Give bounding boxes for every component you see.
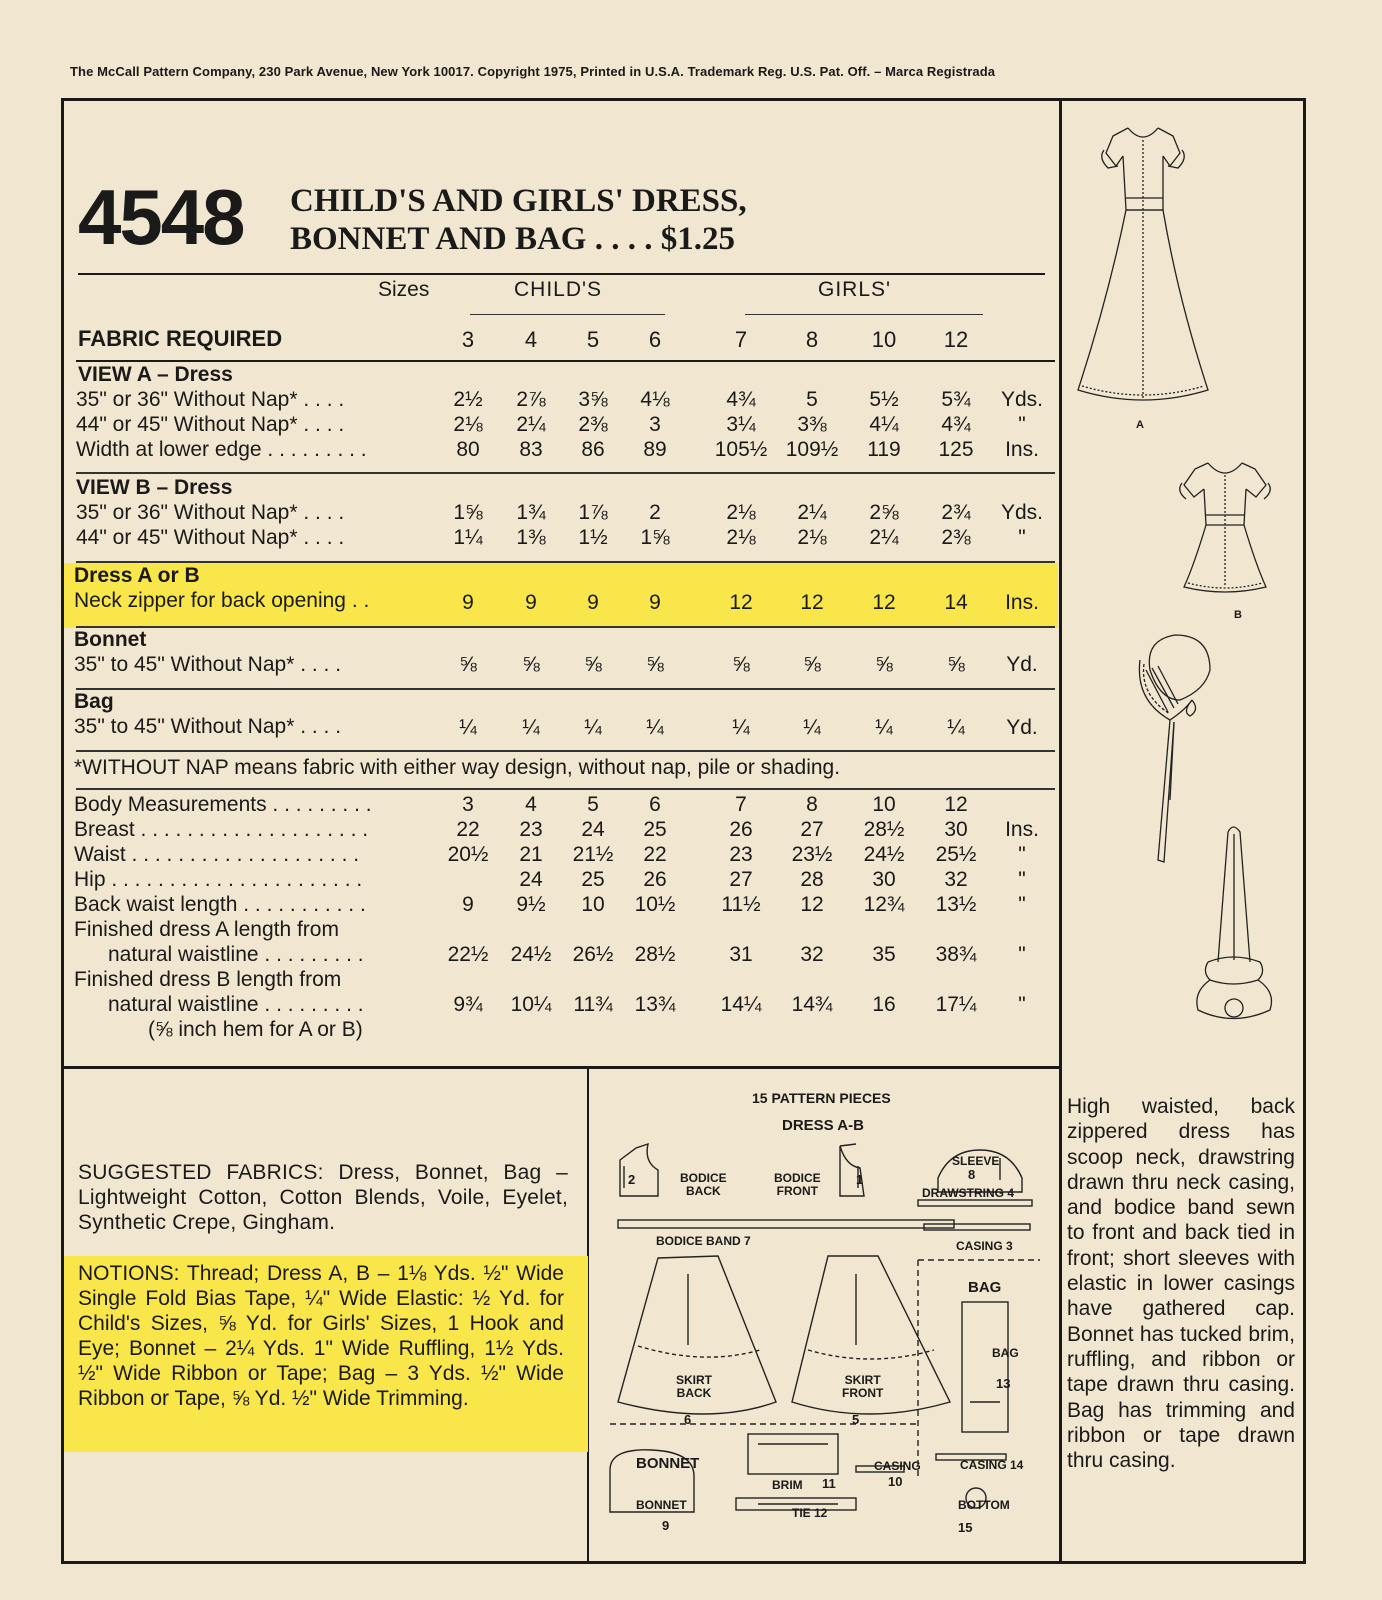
rule-after-view-b	[76, 561, 1055, 563]
size-3: 3	[461, 327, 475, 352]
finished-a-value: 35	[872, 943, 896, 966]
bag-piece-num: 13	[996, 1376, 1011, 1391]
finished-b-value: 11¾	[573, 993, 613, 1016]
neck-zipper-value: 14	[944, 591, 968, 614]
view-b-label: B	[1234, 609, 1242, 621]
hip-value: 30	[872, 868, 896, 891]
body-size-value: 3	[462, 793, 474, 816]
bottom-label: BOTTOM	[958, 1498, 1010, 1512]
hip-value: 28	[800, 868, 824, 891]
bag-value: ¼	[459, 716, 477, 739]
waist-value: 23	[729, 843, 753, 866]
view-b-dress-illustration	[1170, 455, 1280, 605]
back-waist-value: 13½	[935, 893, 977, 916]
breast-value: 22	[456, 818, 480, 841]
breast-value: 24	[581, 818, 605, 841]
back-waist-value: 9	[462, 893, 474, 916]
back-waist-label: Back waist length . . . . . . . . . . .	[74, 893, 366, 916]
view-a-44-value: 2⅛	[453, 413, 483, 436]
view-a-width-value: 105½	[714, 438, 768, 461]
breast-value: 25	[643, 818, 667, 841]
lower-section-divider	[63, 1066, 1059, 1069]
finished-a-value: 32	[800, 943, 824, 966]
title-line-2: BONNET AND BAG . . . . $1.25	[290, 221, 735, 257]
body-size-value: 6	[649, 793, 661, 816]
finished-a-value: 24½	[510, 943, 552, 966]
neck-zipper-value: 12	[872, 591, 896, 614]
product-description: High waisted, back zippered dress has scoop neck, drawstring drawn thru neck casing, and bodice band sewn to front and back tied in front; short sleeves with elastic in lower casings have gathered cap. Bonnet has tucked brim, ruffling, and ribbon or tape drawn thru casing. Bag has trimming and ribbon or tape drawn thru casing.	[1067, 1095, 1295, 1473]
view-a-width-value: 86	[581, 438, 605, 461]
view-a-width-value: 109½	[785, 438, 839, 461]
body-size-value: 4	[525, 793, 537, 816]
neck-zipper-value: 12	[800, 591, 824, 614]
bonnet-value: ⅝	[459, 653, 477, 676]
back-waist-value: 12¾	[863, 893, 905, 916]
sleeve-num: 8	[968, 1167, 976, 1182]
back-waist-value: 12	[800, 893, 824, 916]
bonnet-section-label: BONNET	[636, 1455, 700, 1472]
bag-value: ¼	[522, 716, 540, 739]
size-8: 8	[805, 327, 819, 352]
view-b-35-value: 1⅝	[453, 501, 483, 524]
view-a-35-value: 3⅝	[578, 388, 608, 411]
body-size-value: 10	[872, 793, 896, 816]
hip-value: 32	[944, 868, 968, 891]
bonnet-piece-label: BONNET	[636, 1498, 687, 1512]
waist-value: 20½	[447, 843, 489, 866]
title-line-1: CHILD'S AND GIRLS' DRESS,	[290, 183, 747, 219]
view-a-35-value: 2⅞	[516, 388, 546, 411]
rule-after-bag	[76, 750, 1055, 752]
body-measurements-label: Body Measurements . . . . . . . . .	[74, 793, 372, 816]
body-size-value: 5	[587, 793, 599, 816]
view-b-44-value: 1½	[578, 526, 608, 549]
waist-value: 24½	[863, 843, 905, 866]
casing-14-label: CASING 14	[960, 1458, 1024, 1472]
brim-label: BRIM	[772, 1478, 803, 1492]
view-a-width-value: 89	[643, 438, 667, 461]
back-waist-value: 10½	[634, 893, 676, 916]
neck-zipper-value: 9	[462, 591, 474, 614]
size-4: 4	[524, 327, 538, 352]
hip-value: 25	[581, 868, 605, 891]
view-b-35-value: 2¾	[941, 501, 971, 524]
neck-zipper-value: 9	[525, 591, 537, 614]
body-size-value: 7	[735, 793, 747, 816]
bonnet-heading: Bonnet	[74, 628, 147, 651]
view-a-heading: VIEW A – Dress	[78, 363, 233, 386]
view-a-44-value: 4¼	[869, 413, 899, 436]
finished-a-value: 38¾	[935, 943, 977, 966]
finished-b-value: 14¼	[720, 993, 762, 1016]
hip-unit: "	[1018, 868, 1026, 891]
casing-10-label: CASING	[874, 1459, 921, 1473]
suggested-fabrics: SUGGESTED FABRICS: Dress, Bonnet, Bag – Lightweight Cotton, Cotton Blends, Voile, Eyelet, Synthetic Crepe, Gingham.	[78, 1161, 568, 1234]
bag-row-label: 35" to 45" Without Nap* . . . .	[74, 715, 342, 738]
finished-a-value: 26½	[572, 943, 614, 966]
view-a-label: A	[1136, 419, 1144, 431]
bonnet-value: ⅝	[732, 653, 750, 676]
hip-label: Hip . . . . . . . . . . . . . . . . . . . . . .	[74, 868, 363, 891]
finished-b-value: 17¼	[935, 993, 977, 1016]
finished-b-value: 16	[872, 993, 896, 1016]
view-a-44-value: 4¾	[941, 413, 971, 436]
bag-value: ¼	[646, 716, 664, 739]
view-b-44-value: 2⅛	[797, 526, 827, 549]
view-a-44-value: 3	[649, 413, 661, 436]
bag-value: ¼	[732, 716, 750, 739]
breast-unit: Ins.	[1005, 818, 1039, 841]
bonnet-value: ⅝	[522, 653, 540, 676]
view-b-heading: VIEW B – Dress	[76, 476, 233, 499]
neck-zipper-value: 9	[649, 591, 661, 614]
view-a-44-value: 3¼	[726, 413, 756, 436]
view-a-44-value: 3⅜	[797, 413, 827, 436]
group-girls: GIRLS'	[818, 278, 892, 301]
waist-value: 21	[519, 843, 543, 866]
bonnet-unit: Yd.	[1006, 653, 1038, 676]
finished-a-value: 31	[729, 943, 753, 966]
skirt-front-label: SKIRT FRONT	[842, 1373, 884, 1400]
skirt-back-num: 6	[684, 1412, 692, 1427]
view-a-width-value: 119	[867, 438, 901, 461]
finished-b-value: 9¾	[453, 993, 483, 1016]
bag-heading: Bag	[74, 690, 114, 713]
casing-10-num: 10	[888, 1474, 903, 1489]
view-a-35-value: 2½	[453, 388, 483, 411]
hem-note: (⅝ inch hem for A or B)	[148, 1018, 363, 1041]
view-a-35-value: 5¾	[941, 388, 971, 411]
bag-unit: Yd.	[1006, 716, 1038, 739]
view-a-35-value: 5½	[869, 388, 899, 411]
bonnet-value: ⅝	[646, 653, 664, 676]
bonnet-value: ⅝	[875, 653, 893, 676]
view-a-44-value: 2¼	[516, 413, 546, 436]
view-b-35-value: 2⅛	[726, 501, 756, 524]
pattern-pieces-title: 15 PATTERN PIECES	[752, 1090, 891, 1106]
waist-value: 22	[643, 843, 667, 866]
bag-illustration	[1188, 822, 1283, 1032]
view-b-35-value: 1¾	[516, 501, 546, 524]
size-6: 6	[648, 327, 662, 352]
fabric-required-label: FABRIC REQUIRED	[78, 326, 283, 351]
bodice-band-label: BODICE BAND 7	[656, 1234, 751, 1248]
finished-b-unit: "	[1018, 993, 1026, 1016]
bodice-front-num: 1	[856, 1172, 864, 1187]
back-waist-value: 10	[581, 893, 605, 916]
finished-b-value: 10¼	[510, 993, 552, 1016]
bonnet-value: ⅝	[803, 653, 821, 676]
breast-value: 30	[944, 818, 968, 841]
bag-value: ¼	[584, 716, 602, 739]
sizes-label: Sizes	[378, 278, 430, 301]
hip-value: 24	[519, 868, 543, 891]
view-a-width-value: 83	[519, 438, 543, 461]
casing-3-label: CASING 3	[956, 1239, 1013, 1253]
waist-value: 23½	[791, 843, 833, 866]
body-size-value: 12	[944, 793, 968, 816]
view-a-44-unit: "	[1018, 413, 1026, 436]
finished-a-value: 22½	[447, 943, 489, 966]
finished-b-label-2: natural waistline . . . . . . . . .	[108, 993, 364, 1016]
nap-note: *WITHOUT NAP means fabric with either way design, without nap, pile or shading.	[74, 756, 841, 779]
view-b-35-unit: Yds.	[1000, 501, 1044, 524]
view-b-44-value: 1⅝	[640, 526, 670, 549]
bonnet-value: ⅝	[947, 653, 965, 676]
view-a-44-label: 44" or 45" Without Nap* . . . .	[76, 413, 345, 436]
view-b-35-value: 2⅝	[869, 501, 899, 524]
back-waist-unit: "	[1018, 893, 1026, 916]
title-rule	[78, 273, 1045, 275]
view-a-width-label: Width at lower edge . . . . . . . . .	[76, 438, 367, 461]
finished-a-label-2: natural waistline . . . . . . . . .	[108, 943, 364, 966]
rule-after-zipper	[76, 626, 1055, 628]
view-b-44-value: 2¼	[869, 526, 899, 549]
view-b-44-value: 1¼	[453, 526, 483, 549]
bottom-num: 15	[958, 1520, 973, 1535]
neck-zipper-label: Neck zipper for back opening . .	[74, 589, 370, 612]
bodice-back-label: BODICE BACK	[680, 1171, 727, 1198]
view-a-44-value: 2⅜	[578, 413, 608, 436]
bag-section-label: BAG	[968, 1279, 1002, 1296]
bonnet-piece-num: 9	[662, 1518, 670, 1533]
girls-underline	[745, 314, 983, 315]
hip-value: 26	[643, 868, 667, 891]
view-a-width-unit: Ins.	[1005, 438, 1039, 461]
view-a-dress-illustration	[1068, 118, 1218, 433]
view-b-44-value: 2⅛	[726, 526, 756, 549]
view-b-44-unit: "	[1018, 526, 1026, 549]
neck-zipper-value: 12	[729, 591, 753, 614]
waist-value: 25½	[935, 843, 977, 866]
rule-after-nap	[76, 788, 1055, 790]
finished-a-value: 28½	[634, 943, 676, 966]
waist-unit: "	[1018, 843, 1026, 866]
view-b-35-value: 2	[649, 501, 661, 524]
pattern-number: 4548	[78, 173, 244, 261]
notions: NOTIONS: Thread; Dress A, B – 1⅛ Yds. ½" Wide Single Fold Bias Tape, ¼" Wide Elastic: ½ Yd. for Child's Sizes, ⅝ Yd. for Girls' Sizes, 1 Hook and Eye; Bonnet – 2¼ Yds. 1" Wide Ruffling, 1½ Yds. ½" Wide Ribbon or Tape; Bag – 3 Yds. ½" Wide Ribbon or Tape, ⅝ Yd. ½" Wide Trimming.	[78, 1262, 564, 1410]
view-b-35-value: 2¼	[797, 501, 827, 524]
view-a-35-value: 4¾	[726, 388, 756, 411]
breast-value: 23	[519, 818, 543, 841]
back-waist-value: 11½	[721, 893, 761, 916]
finished-a-unit: "	[1018, 943, 1026, 966]
body-size-value: 8	[806, 793, 818, 816]
group-childs: CHILD'S	[514, 278, 603, 301]
view-a-35-value: 4⅛	[640, 388, 670, 411]
bodice-front-label: BODICE FRONT	[774, 1171, 821, 1198]
size-5: 5	[586, 327, 600, 352]
breast-label: Breast . . . . . . . . . . . . . . . . . . . .	[74, 818, 369, 841]
hip-value: 27	[729, 868, 753, 891]
copyright-line: The McCall Pattern Company, 230 Park Avenue, New York 10017. Copyright 1975, Printed in U.S.A. Trademark Reg. U.S. Pat. Off. – Marca Registrada	[70, 64, 996, 79]
bag-piece-label: BAG	[992, 1346, 1019, 1360]
breast-value: 26	[729, 818, 753, 841]
bodice-back-num: 2	[628, 1172, 636, 1187]
view-b-35-value: 1⅞	[578, 501, 608, 524]
rule-after-bonnet	[76, 688, 1055, 690]
skirt-back-label: SKIRT BACK	[676, 1373, 712, 1400]
finished-b-value: 14¾	[791, 993, 833, 1016]
view-b-35-label: 35" or 36" Without Nap* . . . .	[76, 501, 345, 524]
breast-value: 27	[800, 818, 824, 841]
view-b-44-value: 1⅜	[516, 526, 546, 549]
dress-ab-heading: Dress A or B	[74, 564, 200, 587]
view-a-width-value: 125	[938, 438, 974, 461]
bonnet-row-label: 35" to 45" Without Nap* . . . .	[74, 653, 342, 676]
breast-value: 28½	[863, 818, 905, 841]
bag-value: ¼	[875, 716, 893, 739]
brim-num: 11	[822, 1476, 836, 1491]
bag-value: ¼	[803, 716, 821, 739]
dress-ab-pieces-label: DRESS A-B	[782, 1117, 864, 1134]
view-a-35-value: 5	[806, 388, 818, 411]
waist-label: Waist . . . . . . . . . . . . . . . . . . . .	[74, 843, 360, 866]
sleeve-label: SLEEVE	[952, 1154, 1000, 1168]
view-a-35-label: 35" or 36" Without Nap* . . . .	[76, 388, 345, 411]
header-rule	[76, 360, 1055, 362]
tie-label: TIE 12	[792, 1506, 828, 1520]
drawstring-label: DRAWSTRING 4	[922, 1186, 1015, 1200]
neck-zipper-value: 9	[587, 591, 599, 614]
finished-a-label-1: Finished dress A length from	[74, 918, 339, 941]
view-b-44-value: 2⅜	[941, 526, 971, 549]
neck-zipper-unit: Ins.	[1005, 591, 1039, 614]
view-a-35-unit: Yds.	[1000, 388, 1044, 411]
skirt-front-num: 5	[852, 1412, 860, 1427]
size-12: 12	[943, 327, 969, 352]
childs-underline	[470, 314, 665, 315]
back-waist-value: 9½	[516, 893, 546, 916]
rule-after-view-a	[76, 472, 1055, 474]
bonnet-value: ⅝	[584, 653, 602, 676]
bag-value: ¼	[947, 716, 965, 739]
view-a-width-value: 80	[456, 438, 480, 461]
size-7: 7	[734, 327, 748, 352]
finished-b-label-1: Finished dress B length from	[74, 968, 342, 991]
finished-b-value: 13¾	[634, 993, 676, 1016]
size-10: 10	[871, 327, 897, 352]
waist-value: 21½	[572, 843, 614, 866]
view-b-44-label: 44" or 45" Without Nap* . . . .	[76, 526, 345, 549]
